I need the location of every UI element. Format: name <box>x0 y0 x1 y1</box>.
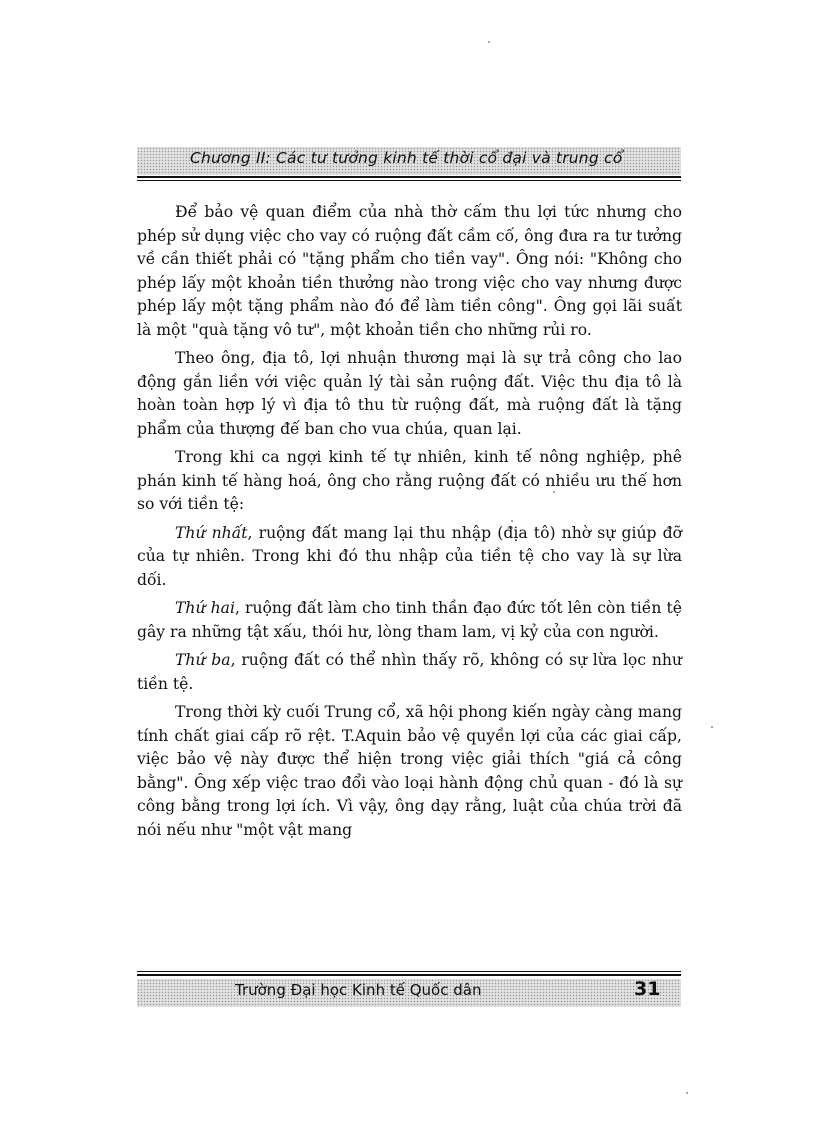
paragraph-text: Trong thời kỳ cuối Trung cổ, xã hội phong kiến ngày càng mang tính chất giai cấp rõ rệt. T.Aquin bảo vệ quyền lợi của các giai cấp, việc bảo vệ này được thể hiện trong việc giải thích "giá cả công bằng". Ông xếp việc trao đổi vào loại hành động chủ quan - đó là sự công bằng trong lợi ích. Vì vậy, ông dạy rằng, luật của chúa trời đã nói nếu như "một vật mang <box>137 703 682 839</box>
header-rule-thin <box>137 180 681 181</box>
paragraph-text: , ruộng đất làm cho tinh thần đạo đức tốt lên còn tiền tệ gây ra những tật xấu, thói hư, lòng tham lam, vị kỷ của con người. <box>137 599 682 641</box>
paragraph-text: Để bảo vệ quan điểm của nhà thờ cấm thu lợi tức nhưng cho phép sử dụng việc cho vay có ruộng đất cầm cố, ông đưa ra tư tưởng về cần thiết phải có "tặng phẩm cho tiền vay". Ông nói: "Không cho phép lấy một khoản tiền thưởng nào trong việc cho vay nhưng được phép lấy một tặng phẩm nào đó để làm tiền công". Ông gọi lãi suất là một "quà tặng vô tư", một khoản tiền cho những rủi ro. <box>137 203 682 339</box>
footer-rule <box>137 974 681 976</box>
body-text <box>137 201 682 847</box>
paragraph-lead: Thứ ba <box>175 651 231 669</box>
chapter-header-title: Chương II: Các tư tưởng kinh tế thời cổ đại và trung cổ <box>190 149 623 167</box>
paragraph <box>137 522 682 593</box>
paragraph <box>137 201 682 342</box>
paragraph-text: Theo ông, địa tô, lợi nhuận thương mại là sự trả công cho lao động gắn liền với việc quản lý tài sản ruộng đất. Việc thu địa tô là hoàn toàn hợp lý vì địa tô thu từ ruộng đất, mà ruộng đất là tặng phẩm của thượng đế ban cho vua chúa, quan lại. <box>137 349 682 438</box>
scan-speck <box>686 1092 688 1094</box>
footer-university-name: Trường Đại học Kinh tế Quốc dân <box>235 981 482 999</box>
scan-speck <box>511 520 513 522</box>
paragraph <box>137 649 682 696</box>
paragraph <box>137 446 682 517</box>
paragraph <box>137 347 682 441</box>
paragraph-text: , ruộng đất mang lại thu nhập (địa tô) nhờ sự giúp đỡ của tự nhiên. Trong khi đó thu nhập của tiền tệ cho vay là sự lừa dối. <box>137 523 682 589</box>
page-number: 31 <box>634 978 661 1000</box>
scan-speck <box>711 726 713 728</box>
header-rule <box>137 176 681 178</box>
paragraph-lead: Thứ hai <box>175 599 235 617</box>
footer-rule-thin <box>137 971 681 972</box>
scan-speck <box>488 41 490 43</box>
paragraph-text: , ruộng đất có thể nhìn thấy rõ, không có sự lừa lọc như tiền tệ. <box>137 651 682 693</box>
scan-speck <box>553 491 555 493</box>
paragraph-lead: Thứ nhất <box>175 523 248 542</box>
paragraph <box>137 597 682 644</box>
paragraph-text: Trong khi ca ngợi kinh tế tự nhiên, kinh tế nông nghiệp, phê phán kinh tế hàng hoá, ông cho rằng ruộng đất có nhiều ưu thế hơn so với tiền tệ: <box>137 448 682 513</box>
paragraph <box>137 701 682 842</box>
